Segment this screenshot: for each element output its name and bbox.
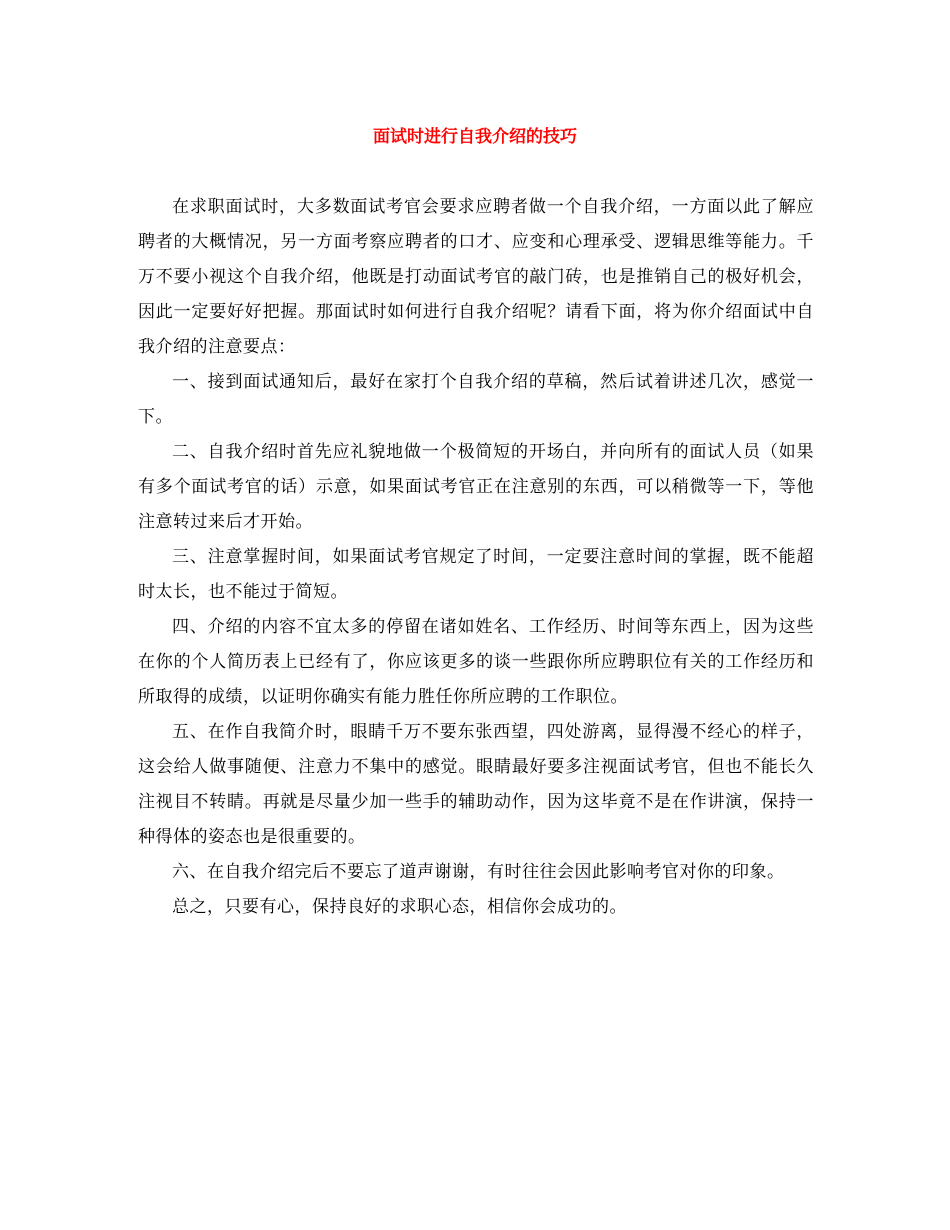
paragraph-tip-5: 五、在作自我简介时，眼睛千万不要东张西望，四处游离，显得漫不经心的样子，这会给人做事随便、注意力不集中的感觉。眼睛最好要多注视面试考官，但也不能长久注视目不转睛。再就是尽量少加一些手的辅助动作，因为这毕竟不是在作讲演，保持一种得体的姿态也是很重要的。: [138, 722, 814, 847]
document-body: [138, 190, 814, 925]
paragraph-tip-3: 三、注意掌握时间，如果面试考官规定了时间，一定要注意时间的掌握，既不能超时太长，也不能过于简短。: [138, 547, 814, 602]
paragraph-tip-4: 四、介绍的内容不宜太多的停留在诸如姓名、工作经历、时间等东西上，因为这些在你的个人简历表上已经有了，你应该更多的谈一些跟你所应聘职位有关的工作经历和所取得的成绩，以证明你确实有能力胜任你所应聘的工作职位。: [138, 617, 814, 707]
paragraph-conclusion: 总之，只要有心，保持良好的求职心态，相信你会成功的。: [172, 897, 627, 917]
paragraph-intro: 在求职面试时，大多数面试考官会要求应聘者做一个自我介绍，一方面以此了解应聘者的大概情况，另一方面考察应聘者的口才、应变和心理承受、逻辑思维等能力。千万不要小视这个自我介绍，他既是打动面试考官的敲门砖，也是推销自己的极好机会，因此一定要好好把握。那面试时如何进行自我介绍呢？请看下面，将为你介绍面试中自我介绍的注意要点：: [138, 197, 814, 357]
document-title: 面试时进行自我介绍的技巧: [373, 127, 577, 147]
paragraph-tip-1: 一、接到面试通知后，最好在家打个自我介绍的草稿，然后试着讲述几次，感觉一下。: [138, 372, 814, 427]
paragraph-tip-2: 二、自我介绍时首先应礼貌地做一个极简短的开场白，并向所有的面试人员（如果有多个面试考官的话）示意，如果面试考官正在注意别的东西，可以稍微等一下，等他注意转过来后才开始。: [138, 442, 814, 532]
paragraph-tip-6: 六、在自我介绍完后不要忘了道声谢谢，有时往往会因此影响考官对你的印象。: [172, 862, 785, 882]
